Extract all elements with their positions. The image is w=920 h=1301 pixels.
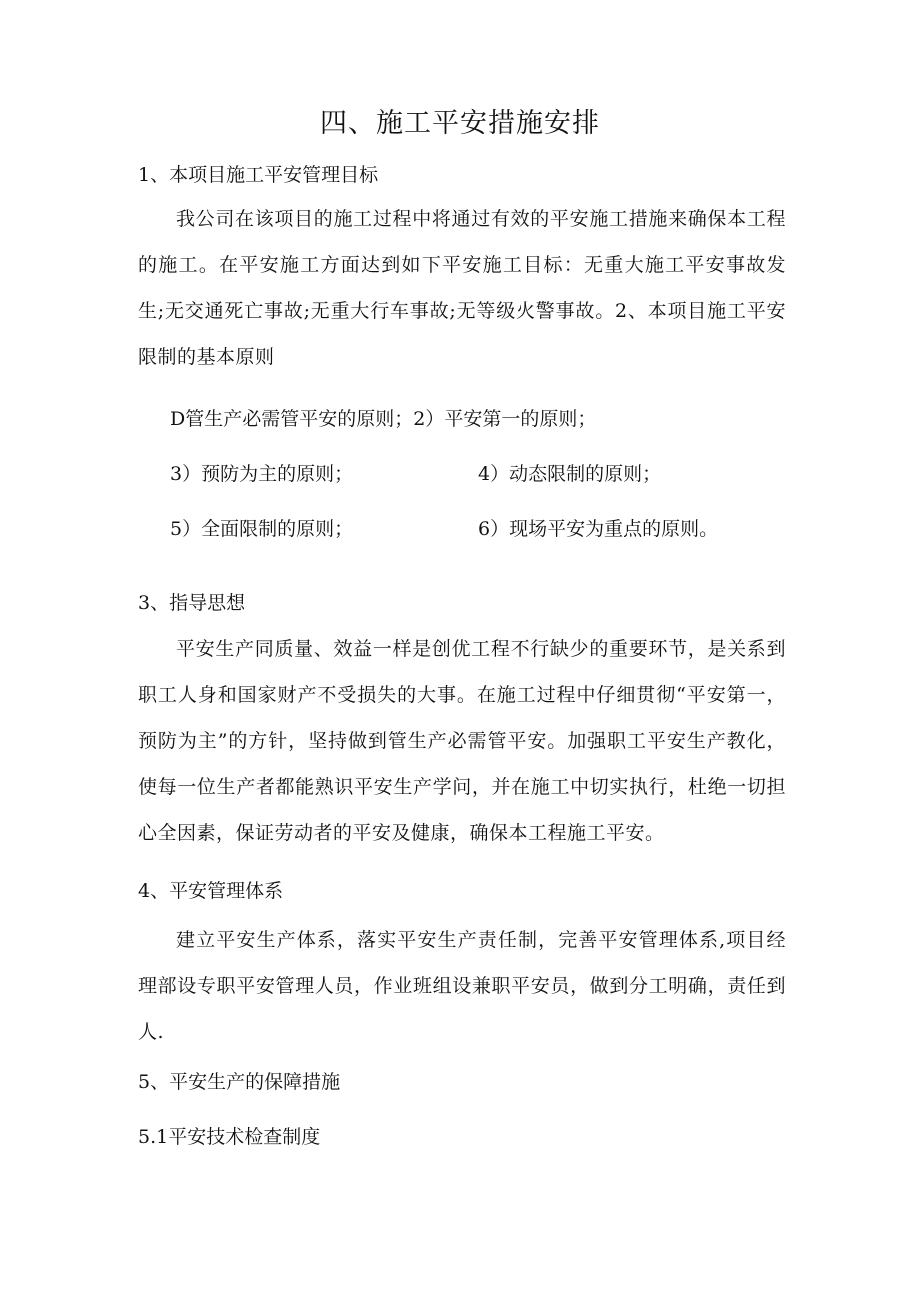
principle-item-6: 6）现场平安为重点的原则。 — [478, 518, 719, 540]
section-4-heading: 4、平安管理体系 — [138, 880, 284, 902]
principle-item-5: 5）全面限制的原则； — [170, 518, 354, 540]
section-1-heading: 1、本项目施工平安管理目标 — [138, 164, 379, 186]
section-4-paragraph: 建立平安生产体系，落实平安生产责任制，完善平安管理体系,项目经理部设专职平安管理人员，作业班组设兼职平安员，做到分工明确，责任到人. — [138, 929, 786, 1043]
section-5-heading: 5、平安生产的保障措施 — [138, 1071, 341, 1093]
section-5-1-subheading: 5.1平安技术检查制度 — [138, 1126, 321, 1148]
section-3-heading: 3、指导思想 — [138, 592, 246, 614]
page-title: 四、施工平安措施安排 — [320, 108, 600, 139]
section-1-paragraph: 我公司在该项目的施工过程中将通过有效的平安施工措施来确保本工程的施工。在平安施工方面达到如下平安施工目标：无重大施工平安事故发生;无交通死亡事故;无重大行车事故;无等级火警事故。2、本项目施工平安限制的基本原则 — [138, 208, 786, 368]
principle-item-3: 3）预防为主的原则； — [170, 463, 354, 485]
principle-line-1: D管生产必需管平安的原则；2）平安第一的原则； — [170, 408, 597, 430]
principle-item-4: 4）动态限制的原则； — [478, 463, 662, 485]
section-3-paragraph: 平安生产同质量、效益一样是创优工程不行缺少的重要环节，是关系到职工人身和国家财产不受损失的大事。在施工过程中仔细贯彻“平安第一，预防为主”的方针，坚持做到管生产必需管平安。加强职工平安生产教化，使每一位生产者都能熟识平安生产学问，并在施工中切实执行，杜绝一切担心全因素，保证劳动者的平安及健康，确保本工程施工平安。 — [138, 638, 786, 844]
